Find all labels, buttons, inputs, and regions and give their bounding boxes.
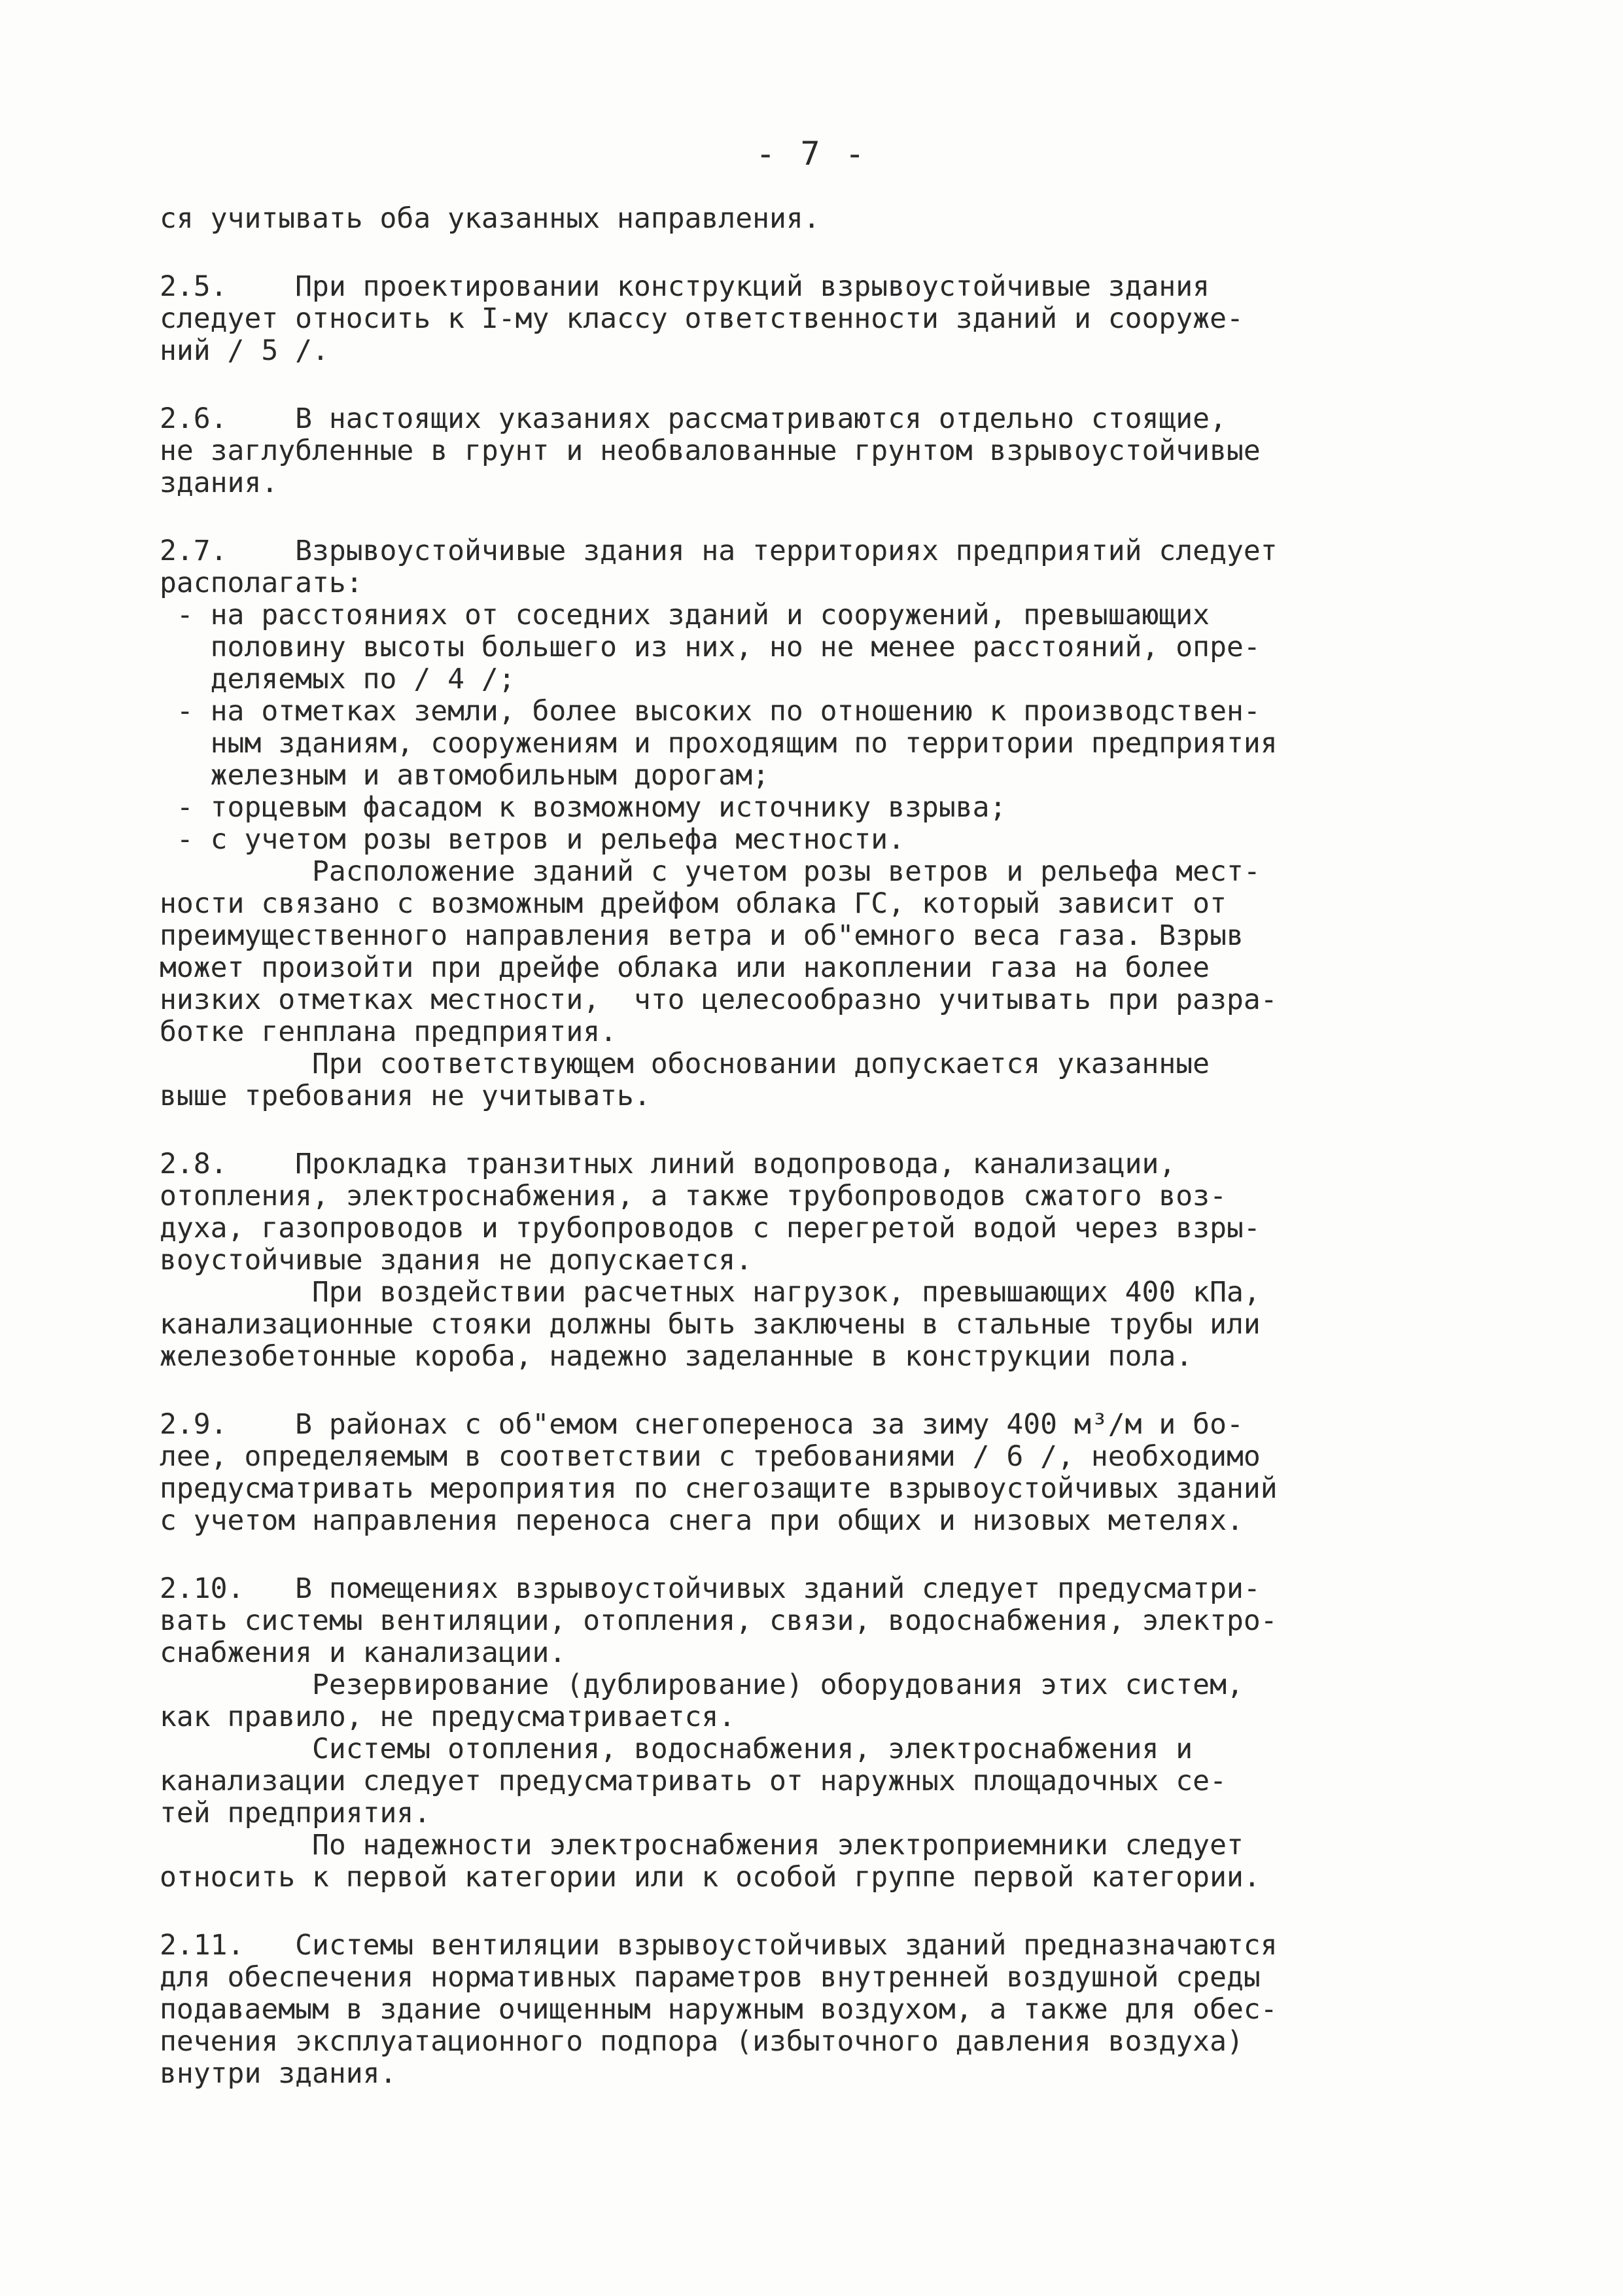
text-line: ности связано с возможным дрейфом облака ГС, который зависит от [160, 887, 1227, 920]
text-line: преимущественного направления ветра и об"емного веса газа. Взрыв [160, 919, 1244, 952]
paragraph-intro [160, 203, 1520, 235]
text-line: Системы отопления, водоснабжения, электроснабжения и [160, 1733, 1193, 1765]
text-line: снабжения и канализации. [160, 1636, 567, 1669]
text-line: При воздействии расчетных нагрузок, превышающих 400 кПа, [160, 1276, 1261, 1309]
text-line: Резервирование (дублирование) оборудования этих систем, [160, 1669, 1244, 1701]
text-line: низких отметках местности, что целесообразно учитывать при разра- [160, 983, 1278, 1016]
text-line: 2.6. В настоящих указаниях рассматриваются отдельно стоящие, [160, 402, 1227, 435]
text-line: 2.11. Системы вентиляции взрывоустойчивых зданий предназначаются [160, 1929, 1278, 1962]
text-line: воустойчивые здания не допускается. [160, 1244, 753, 1277]
paragraph-2-5 [160, 271, 1520, 367]
text-line: с учетом направления переноса снега при общих и низовых метелях. [160, 1504, 1244, 1537]
paragraph-2-9 [160, 1409, 1520, 1537]
text-line: ботке генплана предприятия. [160, 1016, 617, 1048]
text-line: 2.5. При проектировании конструкций взрывоустойчивые здания [160, 270, 1210, 303]
list-item: - торцевым фасадом к возможному источнику взрыва; [160, 791, 1007, 824]
text-line: Расположение зданий с учетом розы ветров и рельефа мест- [160, 855, 1261, 888]
text-line: для обеспечения нормативных параметров внутренней воздушной среды [160, 1961, 1261, 1994]
text-line: может произойти при дрейфе облака или накоплении газа на более [160, 951, 1210, 984]
text-line: железобетонные короба, надежно заделанные в конструкции пола. [160, 1340, 1193, 1373]
text-line: здания. [160, 467, 279, 499]
text-line: канализационные стояки должны быть заключены в стальные трубы или [160, 1308, 1261, 1341]
paragraph-2-8 [160, 1148, 1520, 1373]
text-line: 2.10. В помещениях взрывоустойчивых зданий следует предусматри- [160, 1572, 1261, 1605]
document-body [160, 203, 1520, 2090]
list-item: - на расстояниях от соседних зданий и сооружений, превышающих [160, 599, 1210, 631]
text-line: При соответствующем обосновании допускается указанные [160, 1048, 1210, 1080]
paragraph-2-7 [160, 535, 1520, 1112]
list-item-continuation: ным зданиям, сооружениям и проходящим по территории предприятия [160, 727, 1278, 760]
text-line: следует относить к I-му классу ответственности зданий и сооруже- [160, 302, 1244, 335]
text-line: относить к первой категории или к особой группе первой категории. [160, 1861, 1261, 1894]
text-line: ся учитывать оба указанных направления. [160, 202, 820, 235]
list-item-continuation: половину высоты большего из них, но не менее расстояний, опре- [160, 631, 1261, 663]
paragraph-2-11 [160, 1930, 1520, 2090]
list-item-continuation: железным и автомобильным дорогам; [160, 759, 769, 792]
paragraph-2-6 [160, 403, 1520, 499]
text-line: 2.9. В районах с об"емом снегопереноса за зиму 400 м³/м и бо- [160, 1408, 1244, 1441]
text-line: тей предприятия. [160, 1797, 431, 1829]
list-item: - с учетом розы ветров и рельефа местности. [160, 823, 905, 856]
text-line: ний / 5 /. [160, 334, 329, 367]
text-line: внутри здания. [160, 2057, 397, 2090]
text-line: 2.7. Взрывоустойчивые здания на территориях предприятий следует [160, 535, 1278, 567]
text-line: 2.8. Прокладка транзитных линий водопровода, канализации, [160, 1148, 1176, 1180]
text-line: По надежности электроснабжения электроприемники следует [160, 1829, 1244, 1862]
text-line: канализации следует предусматривать от наружных площадочных се- [160, 1765, 1227, 1797]
text-line: вать системы вентиляции, отопления, связи, водоснабжения, электро- [160, 1604, 1278, 1637]
text-line: подаваемым в здание очищенным наружным воздухом, а также для обес- [160, 1993, 1278, 2026]
text-line: не заглубленные в грунт и необвалованные грунтом взрывоустойчивые [160, 434, 1261, 467]
text-line: как правило, не предусматривается. [160, 1701, 736, 1733]
text-line: печения эксплуатационного подпора (избыточного давления воздуха) [160, 2025, 1244, 2058]
text-line: предусматривать мероприятия по снегозащите взрывоустойчивых зданий [160, 1472, 1278, 1505]
text-line: отопления, электроснабжения, а также трубопроводов сжатого воз- [160, 1180, 1227, 1212]
text-line: располагать: [160, 567, 363, 599]
text-line: лее, определяемым в соответствии с требованиями / 6 /, необходимо [160, 1440, 1261, 1473]
text-line: духа, газопроводов и трубопроводов с перегретой водой через взры- [160, 1212, 1261, 1245]
list-item: - на отметках земли, более высоких по отношению к производствен- [160, 695, 1261, 728]
text-line: выше требования не учитывать. [160, 1080, 651, 1112]
page-number: - 7 - [756, 135, 867, 173]
paragraph-2-10 [160, 1573, 1520, 1894]
list-item-continuation: деляемых по / 4 /; [160, 663, 515, 696]
